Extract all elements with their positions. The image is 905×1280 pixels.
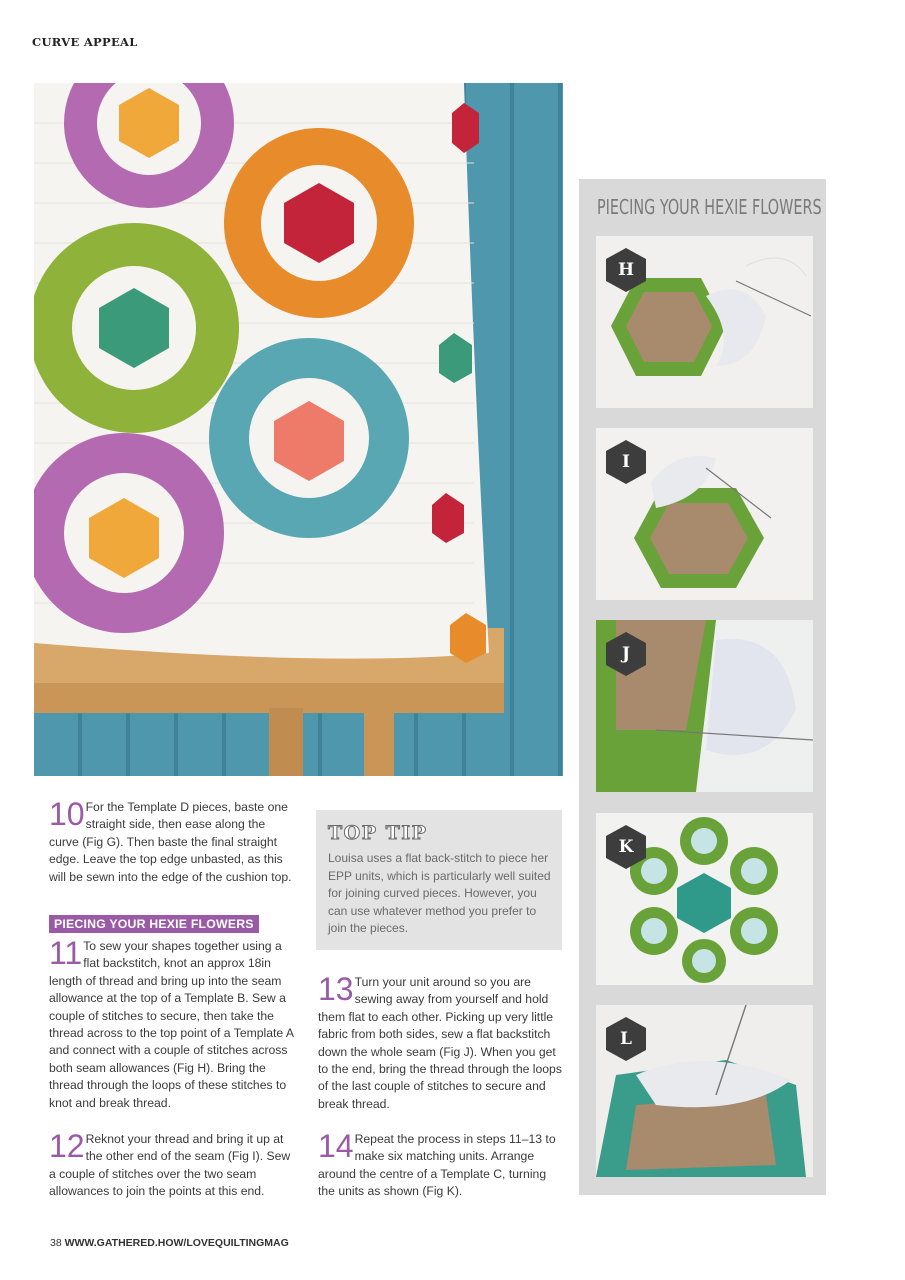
figure-sidebar [579,179,826,1195]
section-heading: PIECING YOUR HEXIE FLOWERS [49,915,259,933]
website-url[interactable]: WWW.GATHERED.HOW/LOVEQUILTINGMAG [64,1237,289,1249]
step-10 [49,796,295,886]
step-text: Repeat the process in steps 11–13 to make six matching units. Arrange around the centre of a Template C, turning the units as shown (Fig K). [318,1132,556,1199]
figure-label: H [617,260,635,280]
page-number: 38 [50,1237,62,1249]
figure-label-badge [606,440,646,484]
sidebar-title: PIECING YOUR HEXIE FLOWERS [597,195,822,219]
section-label: CURVE APPEAL [32,35,138,49]
step-number: 13 [318,971,354,1007]
figure-label: L [620,1029,632,1049]
step-number: 12 [49,1128,85,1164]
figure-label-badge [606,1017,646,1061]
step-14 [318,1128,564,1201]
figure-j [596,620,813,792]
figure-label: I [622,452,630,472]
step-text: To sew your shapes together using a flat backstitch, knot an approx 18in length of thread and bring up into the seam allowance at the top of a Template B. Sew a couple of stitches to secure, then take the thread across to the top point of a Template A and connect with a couple of stitches across both seam allowances (Fig H). Bring the thread through the loops of these stitches to knot and break thread. [49,939,294,1110]
figure-h [596,236,813,408]
step-text: Turn your unit around so you are sewing away from yourself and hold them flat to each other. Picking up very little fabric from both sides, sew a flat backstitch down the whole seam (Fig J). When you get to the end, bring the thread through the loops of the last couple of stitches to secure and break thread. [318,975,562,1111]
top-tip-body: Louisa uses a flat back-stitch to piece her EPP units, which is particularly well suited for joining curved pieces. However, you can use whatever method you prefer to join the pieces. [328,851,551,936]
step-number: 14 [318,1128,354,1164]
cushion-photo [34,83,563,776]
figure-i [596,428,813,600]
top-tip-box [316,810,562,950]
figure-label: K [618,837,634,857]
figure-label: J [621,644,631,664]
step-11 [49,935,299,1112]
step-number: 10 [49,796,85,832]
figure-label-badge [606,632,646,676]
page-footer [50,1237,289,1249]
step-13 [318,971,566,1113]
step-12 [49,1128,295,1201]
top-tip-title: TOP TIP [328,822,428,844]
figure-l [596,1005,813,1177]
step-text: For the Template D pieces, baste one straight side, then ease along the curve (Fig G). Then baste the final straight edge. Leave the top edge unbasted, as this will be sewn into the edge of the cushion top. [49,800,292,884]
figure-k [596,813,813,985]
step-number: 11 [49,935,83,971]
cushion-illustration [34,83,563,776]
figure-label-badge [606,248,646,292]
figure-label-badge [606,825,646,869]
step-text: Reknot your thread and bring it up at the other end of the seam (Fig I). Sew a couple of stitches over the two seam allowances to join the points at this end. [49,1132,291,1199]
